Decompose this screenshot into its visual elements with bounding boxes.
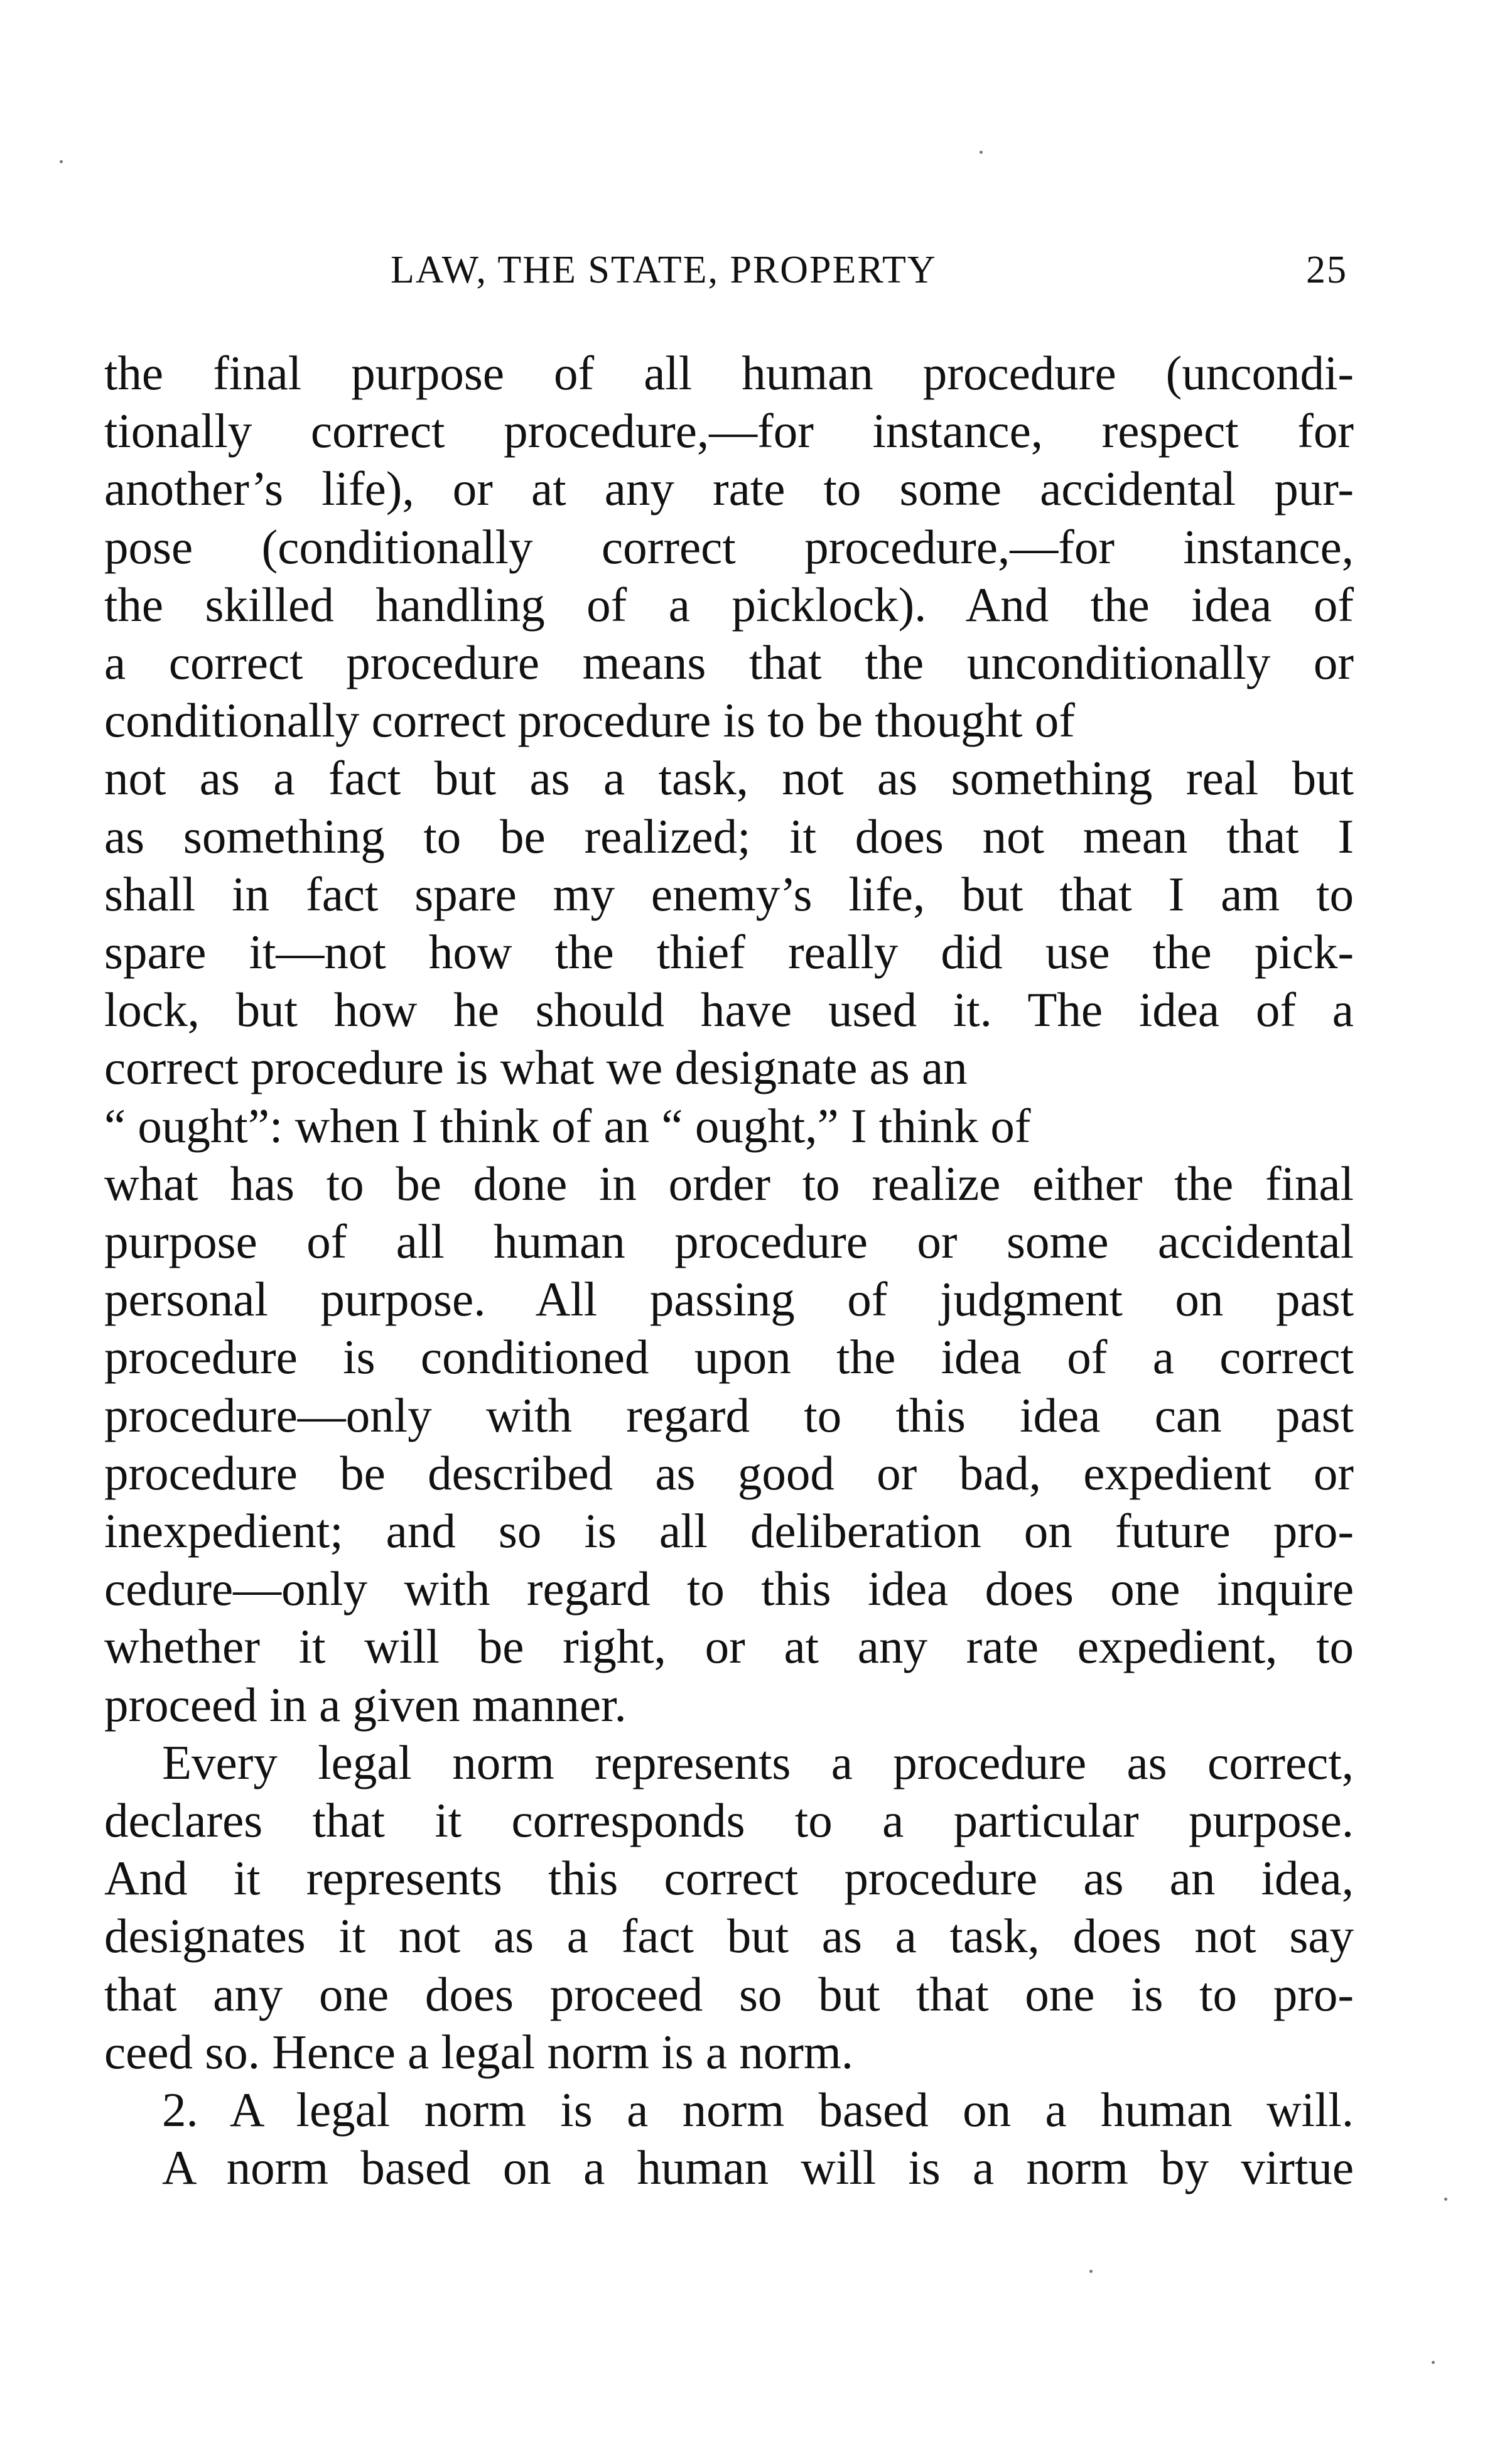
text-line: that any one does proceed so but that one is to pro- (104, 1967, 1354, 2021)
text-line: spare it—not how the thief really did use the pick- (104, 925, 1354, 979)
text-line: inexpedient; and so is all deliberation on future pro- (104, 1504, 1354, 1558)
page-number: 25 (1306, 249, 1347, 291)
text-line: shall in fact spare my enemy’s life, but that I am to (104, 866, 1354, 921)
text-line: whether it will be right, or at any rate expedient, to (104, 1619, 1354, 1674)
text-line: procedure be described as good or bad, expedient or (104, 1445, 1354, 1500)
scan-speck (980, 151, 983, 154)
text-line: procedure—only with regard to this idea can past (104, 1388, 1354, 1442)
scan-speck (60, 160, 63, 163)
text-line: A norm based on a human will is a norm by virtue (162, 2140, 1354, 2195)
scan-speck (1432, 2361, 1435, 2364)
text-line: personal purpose. All passing of judgment on past (104, 1272, 1354, 1327)
text-line: “ ought”: when I think of an “ ought,” I think of (104, 1098, 1031, 1153)
text-line: 2. A legal norm is a norm based on a human will. (162, 2083, 1354, 2137)
text-line: another’s life), or at any rate to some accidental pur- (104, 461, 1354, 516)
text-line: the final purpose of all human procedure (uncondi- (104, 346, 1354, 400)
text-line: designates it not as a fact but as a task, does not say (104, 1909, 1354, 1963)
text-line: And it represents this correct procedure as an idea, (104, 1851, 1354, 1906)
text-line: lock, but how he should have used it. The idea of a (104, 983, 1354, 1037)
running-title: LAW, THE STATE, PROPERTY (391, 249, 937, 291)
scan-speck (1089, 2270, 1093, 2273)
text-line: declares that it corresponds to a particular purpose. (104, 1793, 1354, 1847)
text-line: Every legal norm represents a procedure as correct, (162, 1735, 1354, 1789)
scan-speck (1444, 2198, 1447, 2201)
text-line: procedure is conditioned upon the idea of a correct (104, 1330, 1354, 1384)
text-line: pose (conditionally correct procedure,—for instance, (104, 519, 1354, 574)
text-line: tionally correct procedure,—for instance, respect for (104, 404, 1354, 458)
text-line: a correct procedure means that the unconditionally or (104, 635, 1354, 689)
text-line: ceed so. Hence a legal norm is a norm. (104, 2024, 854, 2079)
text-line: purpose of all human procedure or some accidental (104, 1214, 1354, 1268)
text-line: cedure—only with regard to this idea does one inquire (104, 1562, 1354, 1616)
text-line: proceed in a given manner. (104, 1677, 627, 1732)
text-line: the skilled handling of a picklock). And the idea of (104, 577, 1354, 632)
text-line: conditionally correct procedure is to be thought of (104, 693, 1075, 748)
text-line: not as a fact but as a task, not as something real but (104, 751, 1354, 806)
text-line: as something to be realized; it does not mean that I (104, 809, 1354, 863)
text-line: correct procedure is what we designate as an (104, 1040, 968, 1095)
text-line: what has to be done in order to realize either the final (104, 1156, 1354, 1211)
